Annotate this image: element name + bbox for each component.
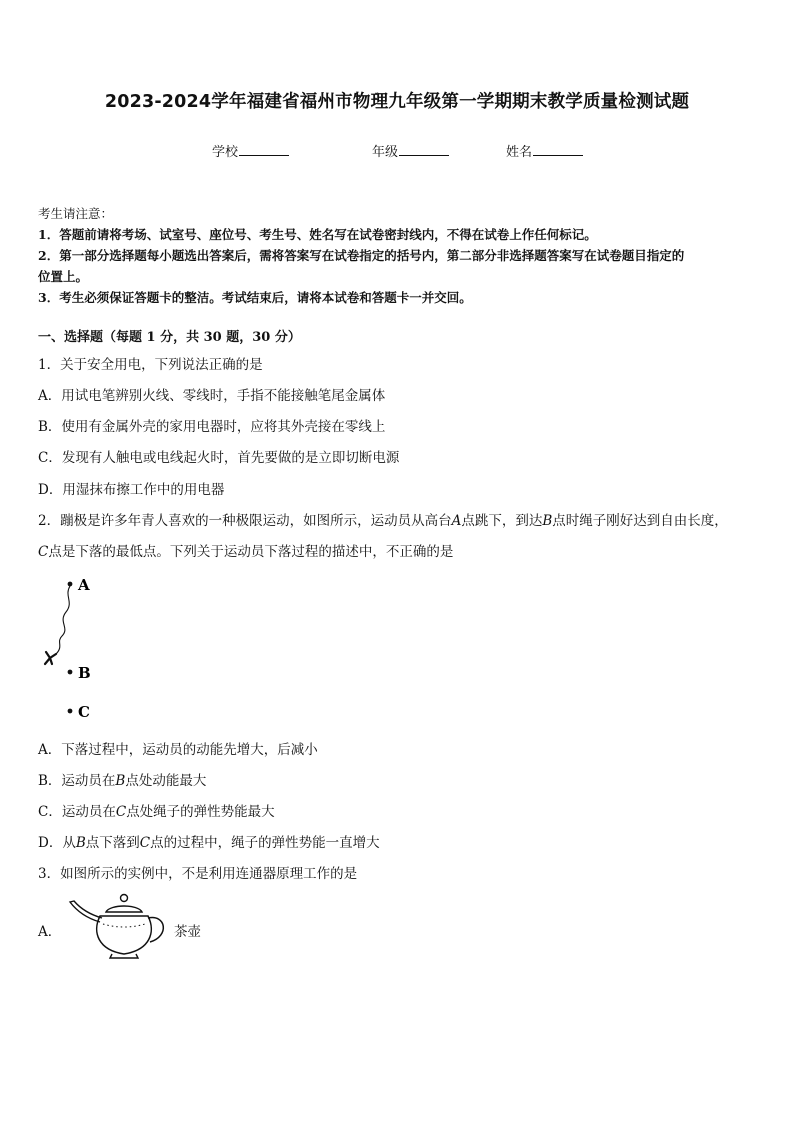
q2-option-c-var: C (115, 804, 127, 820)
school-field (212, 141, 289, 160)
q2-option-c-pre: C．运动员在 (38, 804, 116, 820)
teapot-icon (66, 892, 172, 962)
point-a-label: A (78, 576, 90, 594)
name-label: 姓名 (506, 145, 533, 160)
q2-stem2-text: 点是下落的最低点。下列关于运动员下落过程的描述中，不正确的是 (48, 544, 454, 560)
point-c-label: C (78, 703, 90, 721)
student-info-row (0, 141, 794, 161)
exam-notes (38, 203, 760, 308)
exam-title: 2023-2024学年福建省福州市物理九年级第一学期期末教学质量检测试题 (104, 92, 690, 112)
notes-heading: 考生请注意： (38, 206, 114, 221)
name-blank[interactable] (533, 143, 583, 156)
note-item: 3．考生必须保证答题卡的整洁。考试结束后，请将本试卷和答题卡一并交回。 (38, 290, 472, 305)
q2-option-c-post: 点处绳子的弹性势能最大 (126, 804, 275, 820)
question-2-option-d[interactable] (38, 831, 380, 851)
q2-option-d-post: 点的过程中，绳子的弹性势能一直增大 (150, 835, 380, 851)
name-field (506, 141, 583, 160)
question-2-stem-line2 (38, 540, 453, 560)
question-1-stem: 1．关于安全用电，下列说法正确的是 (38, 357, 263, 373)
q2-stem-text-b: 点跳下，到达 (461, 513, 543, 529)
q2-option-d-mid: 点下落到 (85, 835, 140, 851)
question-1-option-a[interactable]: A．用试电笔辨别火线、零线时，手指不能接触笔尾金属体 (38, 388, 386, 404)
q2-option-b-var: B (115, 773, 126, 789)
school-blank[interactable] (239, 143, 289, 156)
q2-option-d-var1: B (75, 835, 86, 851)
q2-stem-text-a: 2．蹦极是许多年青人喜欢的一种极限运动，如图所示，运动员从高台 (38, 513, 452, 529)
q2-option-b-pre: B．运动员在 (38, 773, 116, 789)
point-c-dot (68, 709, 73, 714)
grade-blank[interactable] (399, 143, 449, 156)
school-label: 学校 (212, 145, 239, 160)
question-2-option-c[interactable] (38, 800, 275, 820)
question-3-stem: 3．如图所示的实例中，不是利用连通器原理工作的是 (38, 866, 358, 882)
question-3-option-a-label: 茶壶 (174, 924, 201, 940)
q2-stem-text-c: 点时绳子刚好达到自由长度， (552, 513, 728, 529)
bungee-rope (56, 586, 70, 654)
question-1-option-c[interactable]: C．发现有人触电或电线起火时，首先要做的是立即切断电源 (38, 450, 400, 466)
q2-option-d-var2: C (139, 835, 151, 851)
section-heading: 一、选择题（每题 1 分，共 30 题，30 分） (38, 330, 301, 345)
q2-option-b-post: 点处动能最大 (125, 773, 207, 789)
question-1-option-d[interactable]: D．用湿抹布擦工作中的用电器 (38, 482, 225, 498)
grade-field (372, 141, 449, 160)
question-2-option-b[interactable] (38, 769, 206, 789)
question-1-option-b[interactable]: B．使用有金属外壳的家用电器时，应将其外壳接在零线上 (38, 419, 386, 435)
q2-stem-var-a: A (451, 513, 462, 529)
q2-stem2-var: C (38, 544, 49, 560)
grade-label: 年级 (372, 145, 399, 160)
note-item: 2．第一部分选择题每小题选出答案后，需将答案写在试卷指定的括号内，第二部分非选择题答案写在试卷题目指定的 (38, 248, 685, 263)
question-3-option-a-letter[interactable]: A． (38, 924, 62, 940)
bungee-figure (36, 572, 116, 724)
q2-option-d-pre: D．从 (38, 835, 76, 851)
jumper-silhouette (45, 652, 56, 664)
q2-stem-var-b: B (542, 513, 553, 529)
note-item: 位置上。 (38, 269, 89, 284)
point-b-dot (68, 670, 73, 675)
point-a-dot (68, 582, 73, 587)
question-2-option-a[interactable]: A．下落过程中，运动员的动能先增大，后减小 (38, 742, 318, 758)
point-b-label: B (78, 664, 91, 682)
note-item: 1．答题前请将考场、试室号、座位号、考生号、姓名写在试卷密封线内，不得在试卷上作任何标记。 (38, 227, 597, 242)
question-2-stem-line1 (38, 509, 728, 529)
